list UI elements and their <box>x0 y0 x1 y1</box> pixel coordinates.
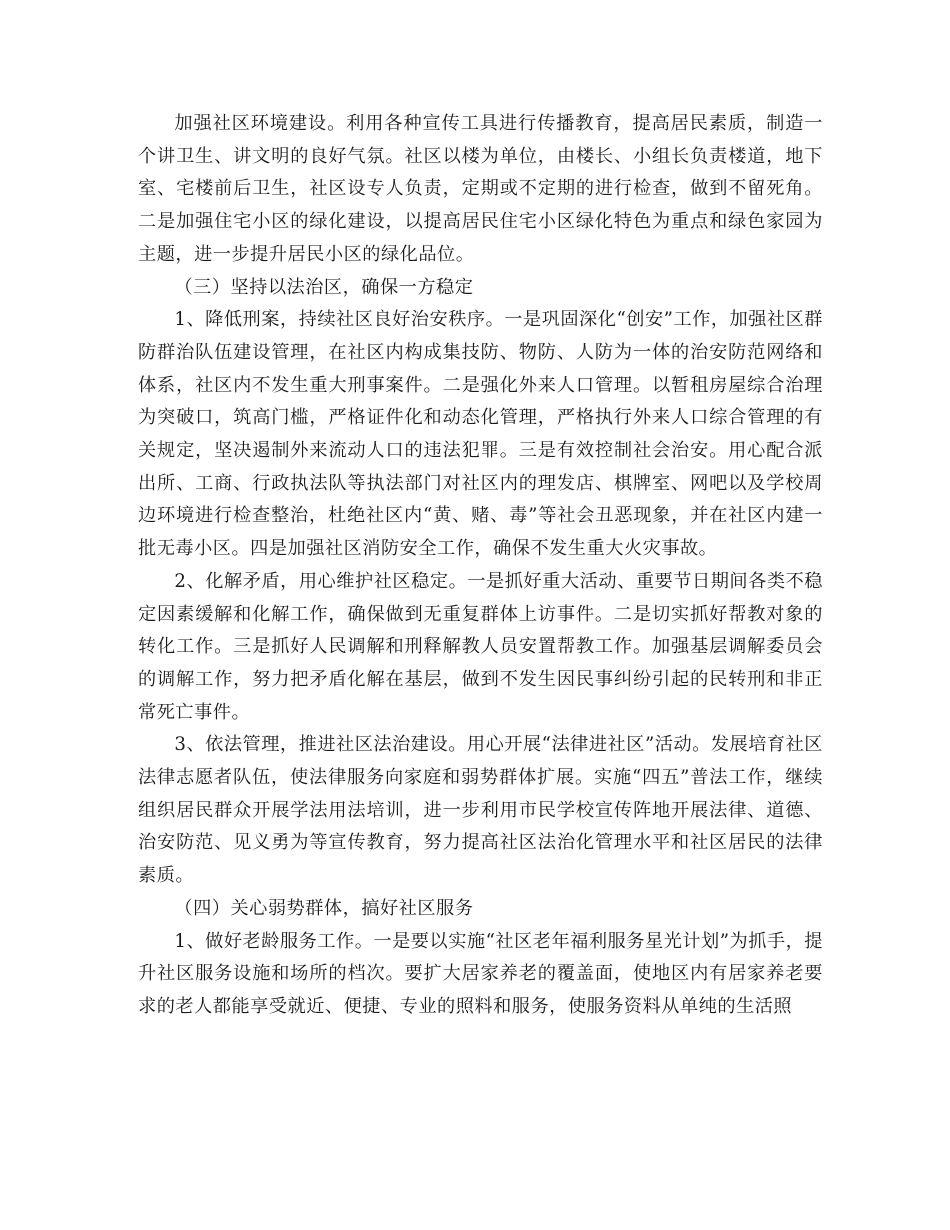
paragraph-elderly-service: 1、做好老龄服务工作。一是要以实施“社区老年福利服务星光计划”为抓手，提升社区服务设施和场所的档次。要扩大居家养老的覆盖面，使地区内有居家养老要求的老人都能享受就近、便捷、专业的照料和服务，使服务资料从单纯的生活照 <box>138 930 823 1017</box>
section-heading-3: （三）坚持以法治区，确保一方稳定 <box>174 276 474 298</box>
paragraph-crime-reduction: 1、降低刑案，持续社区良好治安秩序。一是巩固深化“创安”工作，加强社区群防群治队伍建设管理，在社区内构成集技防、物防、人防为一体的治安防范网络和体系，社区内不发生重大刑事案件。二是强化外来人口管理。以暂租房屋综合治理为突破口，筑高门槛，严格证件化和动态化管理，严格执行外来人口综合管理的有关规定，坚决遏制外来流动人口的违法犯罪。三是有效控制社会治安。用心配合派出所、工商、行政执法队等执法部门对社区内的理发店、棋牌室、网吧以及学校周边环境进行检查整治，杜绝社区内“黄、赌、毒”等社会丑恶现象，并在社区内建一批无毒小区。四是加强社区消防安全工作，确保不发生重大火灾事故。 <box>138 309 823 560</box>
section-heading-4: （四）关心弱势群体，搞好社区服务 <box>174 897 474 919</box>
document-body <box>138 108 823 1024</box>
paragraph-resolve-conflicts: 2、化解矛盾，用心维护社区稳定。一是抓好重大活动、重要节日期间各类不稳定因素缓解和化解工作，确保做到无重复群体上访事件。二是切实抓好帮教对象的转化工作。三是抓好人民调解和刑释解教人员安置帮教工作。加强基层调解委员会的调解工作，努力把矛盾化解在基层，做到不发生因民事纠纷引起的民转刑和非正常死亡事件。 <box>138 570 823 723</box>
paragraph-environment: 加强社区环境建设。利用各种宣传工具进行传播教育，提高居民素质，制造一个讲卫生、讲文明的良好气氛。社区以楼为单位，由楼长、小组长负责楼道，地下室、宅楼前后卫生，社区设专人负责，定期或不定期的进行检查，做到不留死角。二是加强住宅小区的绿化建设，以提高居民住宅小区绿化特色为重点和绿色家园为主题，进一步提升居民小区的绿化品位。 <box>138 113 823 265</box>
paragraph-legal-management: 3、依法管理，推进社区法治建设。用心开展“法律进社区”活动。发展培育社区法律志愿者队伍，使法律服务向家庭和弱势群体扩展。实施“四五”普法工作，继续组织居民群众开展学法用法培训，进一步利用市民学校宣传阵地开展法律、道德、治安防范、见义勇为等宣传教育，努力提高社区法治化管理水平和社区居民的法律素质。 <box>138 734 823 887</box>
